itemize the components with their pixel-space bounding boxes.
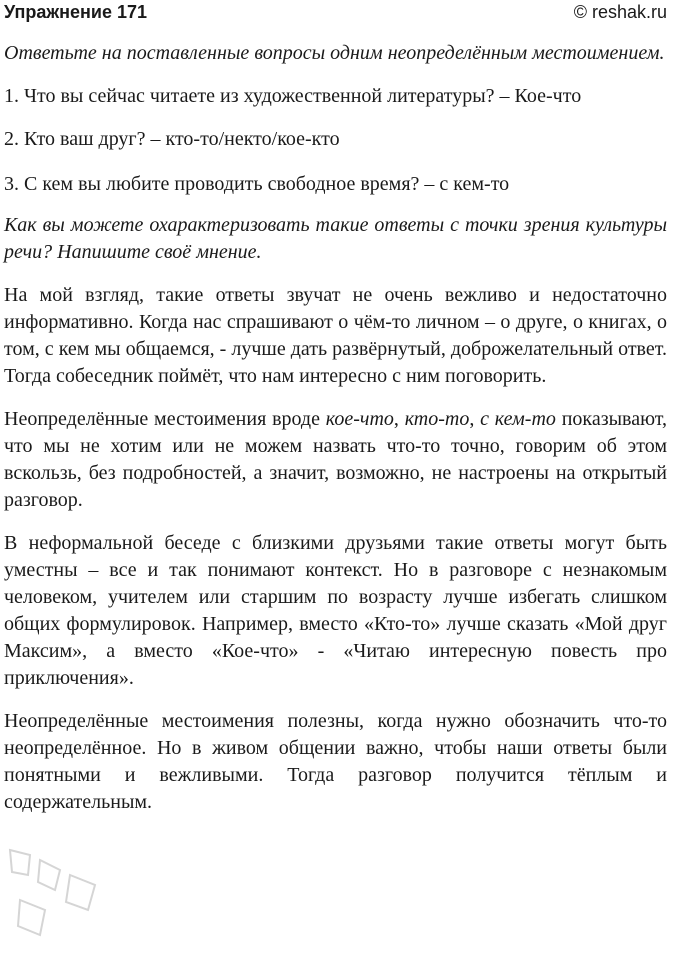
document-body — [4, 40, 667, 816]
paragraph-pronouns-rest: показывают, что мы не хотим или не можем назвать что-то точно, говорим об этом вскользь, без подробностей, а значит, возможно, не настроены на открытый разговор. — [4, 408, 668, 511]
paragraph-opinion: На мой взгляд, такие ответы звучат не очень вежливо и недостаточно информативно. Когда нас спрашивают о чём-то личном – о друге, о книгах, о том, с кем мы общаемся, - лучше дать развёрнутый, доброжелательный ответ. Тогда собеседник поймёт, что нам интересно с ним поговорить. — [4, 284, 667, 387]
page-header — [0, 0, 673, 26]
separator-2: , — [469, 408, 481, 430]
paragraph-pronouns — [4, 406, 667, 514]
exercise-title: Упражнение 171 — [4, 2, 148, 22]
answer-3: 3. С кем вы любите проводить свободное время? – с кем-то — [4, 173, 510, 195]
paragraph-conclusion: Неопределённые местоимения полезны, когда нужно обозначить что-то неопределённое. Но в живом общении важно, чтобы наши ответы были понятными и вежливыми. Тогда разговор получится тёплым и содержательным. — [4, 710, 667, 813]
answer-1: 1. Что вы сейчас читаете из художественной литературы? – Кое-что — [4, 85, 582, 107]
site-label: © reshak.ru — [573, 2, 667, 22]
watermark-icon — [0, 830, 120, 953]
example-kto-to: кто-то — [404, 408, 470, 430]
example-koe-chto: кое-что — [325, 408, 394, 430]
paragraph-pronouns-intro: Неопределённые местоимения вроде — [4, 408, 326, 430]
paragraph-informal: В неформальной беседе с близкими друзьями такие ответы могут быть уместны – все и так понимают контекст. Но в разговоре с незнакомым человеком, учителем или старшим по возрасту лучше избегать слишком общих формулировок. Например, вместо «Кто-то» лучше сказать «Мой друг Максим», а вместо «Кое-что» - «Читаю интересную повесть про приключения». — [4, 532, 667, 689]
answer-2: 2. Кто ваш друг? – кто-то/некто/кое-кто — [4, 128, 340, 150]
task-instruction-1: Ответьте на поставленные вопросы одним неопределённым местоимением. — [4, 42, 665, 64]
separator-1: , — [393, 408, 405, 430]
example-s-kem-to: с кем-то — [480, 408, 556, 430]
task-instruction-2: Как вы можете охарактеризовать такие ответы с точки зрения культуры речи? Напишите своё мнение. — [4, 214, 667, 263]
